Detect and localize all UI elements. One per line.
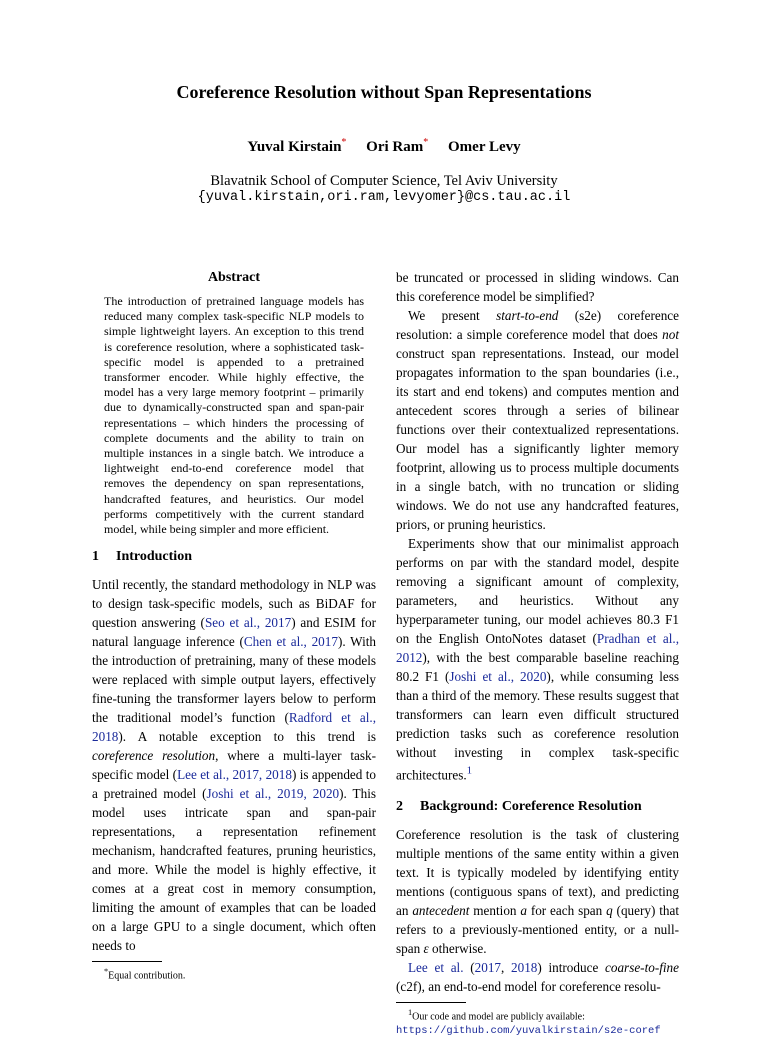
right-column: [396, 268, 679, 1038]
citation-seo-2017[interactable]: Seo et al., 2017: [204, 615, 292, 631]
author-2-mark: *: [423, 137, 429, 148]
footnote-code: $^1$Our code and model are publicly available: https://github.com/yuvalkirstain/s2e-coref: [396, 1008, 661, 1037]
author-1: Yuval Kirstain*: [247, 137, 347, 155]
abstract-heading: Abstract: [207, 270, 261, 285]
intro-continuation: be truncated or processed in sliding windows. Can this coreference model be simplified?: [396, 270, 679, 304]
background-paragraph-2: Lee et al. (2017, 2018) introduce coarse-to-fine (c2f), an end-to-end model for coreference resolu-: [396, 960, 679, 995]
footnote-ref-1: 1: [466, 765, 473, 777]
background-paragraph-1: Coreference resolution is the task of clustering multiple mentions of the same entity within a given text. It is typically modeled by identifying entity mentions (contiguous spans of text), and predicting an antecedent mention a for each span q (query) that refers to a previously-mentioned entity, or a null-span ε otherwise.: [396, 827, 679, 957]
author-3: Omer Levy: [448, 139, 521, 155]
abstract-text: The introduction of pretrained language models has reduced many complex task-specific NLP models to simple lightweight layers. An exception to this trend is coreference resolution, where a sophisticated task-specific model is appended to a pretrained transformer encoder. While highly effective, the model has a very large memory footprint – primarily due to dynamically-constructed span and span-pair representations – which hinders the processing of complete documents and the ability to train on multiple instances in a single batch. We introduce a lightweight end-to-end coreference model that removes the dependency on span representations, handcrafted features, and heuristics. Our model performs competitively with the current standard model, while being simpler and more efficient.: [104, 294, 364, 537]
paper-title: Coreference Resolution without Span Representations: [176, 82, 592, 102]
footnote-rule-right: [396, 1002, 466, 1003]
affiliation: Blavatnik School of Computer Science, Tel Aviv University: [210, 173, 558, 189]
author-emails: {yuval.kirstain,ori.ram,levyomer}@cs.tau.ac.il: [197, 190, 571, 205]
author-2: Ori Ram*: [366, 137, 429, 155]
intro-paragraph-3: Experiments show that our minimalist approach performs on par with the standard model, despite removing a significant amount of complexity, parameters, and heuristics. Without any hyperparameter tuning, our model achieves 80.3 F1 on the English OntoNotes dataset (Pradhan et al., 2012), with the best comparable baseline reaching 80.2 F1 (Joshi et al., 2020), while consuming less than a third of the memory. These results suggest that transformers can learn even difficult structured prediction tasks such as coreference resolution without investing in complex task-specific architectures.$^1$: [396, 536, 679, 783]
citation-joshi-2020[interactable]: Joshi et al., 2020: [449, 669, 547, 684]
citation-radford-2018[interactable]: Radford et al., 2018: [92, 710, 376, 745]
citation-lee-2018[interactable]: 2018: [511, 960, 538, 976]
citation-joshi-2019-2020[interactable]: Joshi et al., 2019, 2020: [206, 786, 340, 802]
author-list: [0, 137, 768, 156]
author-1-mark: *: [341, 137, 347, 148]
footnote-equal-contribution: *Equal contribution.: [104, 967, 186, 982]
footnote-rule-left: [92, 961, 162, 962]
section-heading-background: 2 Background: Coreference Resolution: [396, 799, 642, 815]
citation-lee-2017-2018[interactable]: Lee et al., 2017, 2018: [177, 767, 292, 783]
footnote-code-link[interactable]: https://github.com/yuvalkirstain/s2e-coref: [396, 1024, 661, 1037]
section-heading-introduction: 1 Introduction: [92, 549, 192, 565]
citation-lee-2017[interactable]: 2017: [474, 960, 501, 976]
left-column: [92, 270, 376, 983]
citation-lee-et-al[interactable]: Lee et al.: [408, 960, 464, 976]
citation-pradhan-2012[interactable]: Pradhan et al., 2012: [396, 631, 679, 665]
citation-chen-2017[interactable]: Chen et al., 2017: [243, 634, 338, 650]
intro-paragraph-2: We present start-to-end (s2e) coreference resolution: a simple coreference model that does not construct span representations. Instead, our model propagates information to the span boundaries (i.e., its start and end tokens) and computes mention and antecedent scores through a series of bilinear functions over their contextualized representations. Our model has a significantly lighter memory footprint, allowing us to process multiple documents in a single batch, with no truncation or sliding windows. We do not use any handcrafted features, priors, or pruning heuristics.: [396, 308, 680, 532]
intro-paragraph-1: Until recently, the standard methodology in NLP was to design task-specific models, such as BiDAF for question answering (Seo et al., 2017) and ESIM for natural language inference (Chen et al., 2017). With the introduction of pretraining, many of these models were replaced with simple output layers, effectively fine-tuning the transformer layers below to perform the traditional model’s function (Radford et al., 2018). A notable exception to this trend is coreference resolution, where a multi-layer task-specific model (Lee et al., 2017, 2018) is appended to a pretrained model (Joshi et al., 2019, 2020). This model uses intricate span and span-pair representations, a representation refinement mechanism, handcrafted features, pruning heuristics, and more. While the model is highly effective, it comes at a great cost in memory consumption, limiting the amount of examples that can be loaded on a large GPU to a single document, which often needs to: [92, 577, 377, 954]
